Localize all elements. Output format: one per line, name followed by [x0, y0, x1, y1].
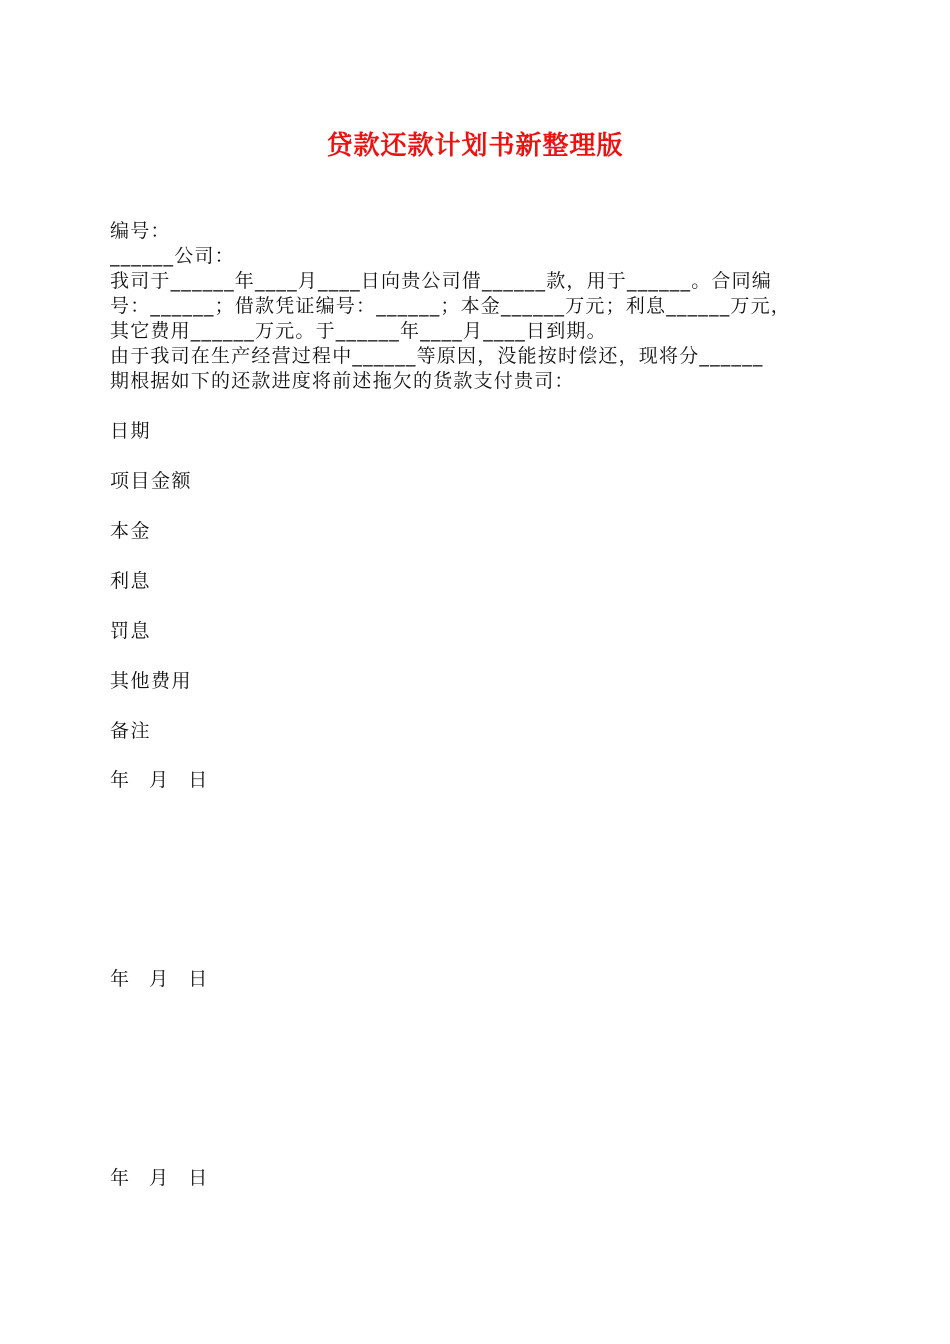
date-line-3: 年 月 日 [110, 1167, 208, 1189]
document-title: 贷款还款计划书新整理版 [326, 131, 624, 161]
loan-info-line-2: 号：______；借款凭证编号：______；本金______万元；利息______万元， [110, 295, 792, 317]
schedule-item-interest: 利息 [110, 570, 152, 592]
date-line-1: 年 月 日 [110, 769, 208, 791]
header-paragraph [110, 219, 850, 394]
reason-line-2: 期根据如下的还款进度将前述拖欠的货款支付贵司： [110, 370, 575, 392]
company-line: ______公司： [110, 245, 235, 267]
schedule-item-penalty: 罚息 [110, 620, 152, 642]
serial-number-line: 编号： [110, 220, 171, 242]
schedule-item-date: 日期 [110, 420, 152, 442]
loan-info-line-3: 其它费用______万元。于______年____月____日到期。 [110, 320, 607, 342]
loan-info-line-1: 我司于______年____月____日向贵公司借______款，用于______。合同编 [110, 270, 773, 292]
date-line-2: 年 月 日 [110, 968, 208, 990]
schedule-item-other-fees: 其他费用 [110, 670, 193, 692]
schedule-item-remarks: 备注 [110, 720, 152, 742]
reason-line-1: 由于我司在生产经营过程中______等原因，没能按时偿还，现将分______ [110, 345, 764, 367]
schedule-item-principal: 本金 [110, 520, 152, 542]
schedule-item-amount: 项目金额 [110, 470, 193, 492]
